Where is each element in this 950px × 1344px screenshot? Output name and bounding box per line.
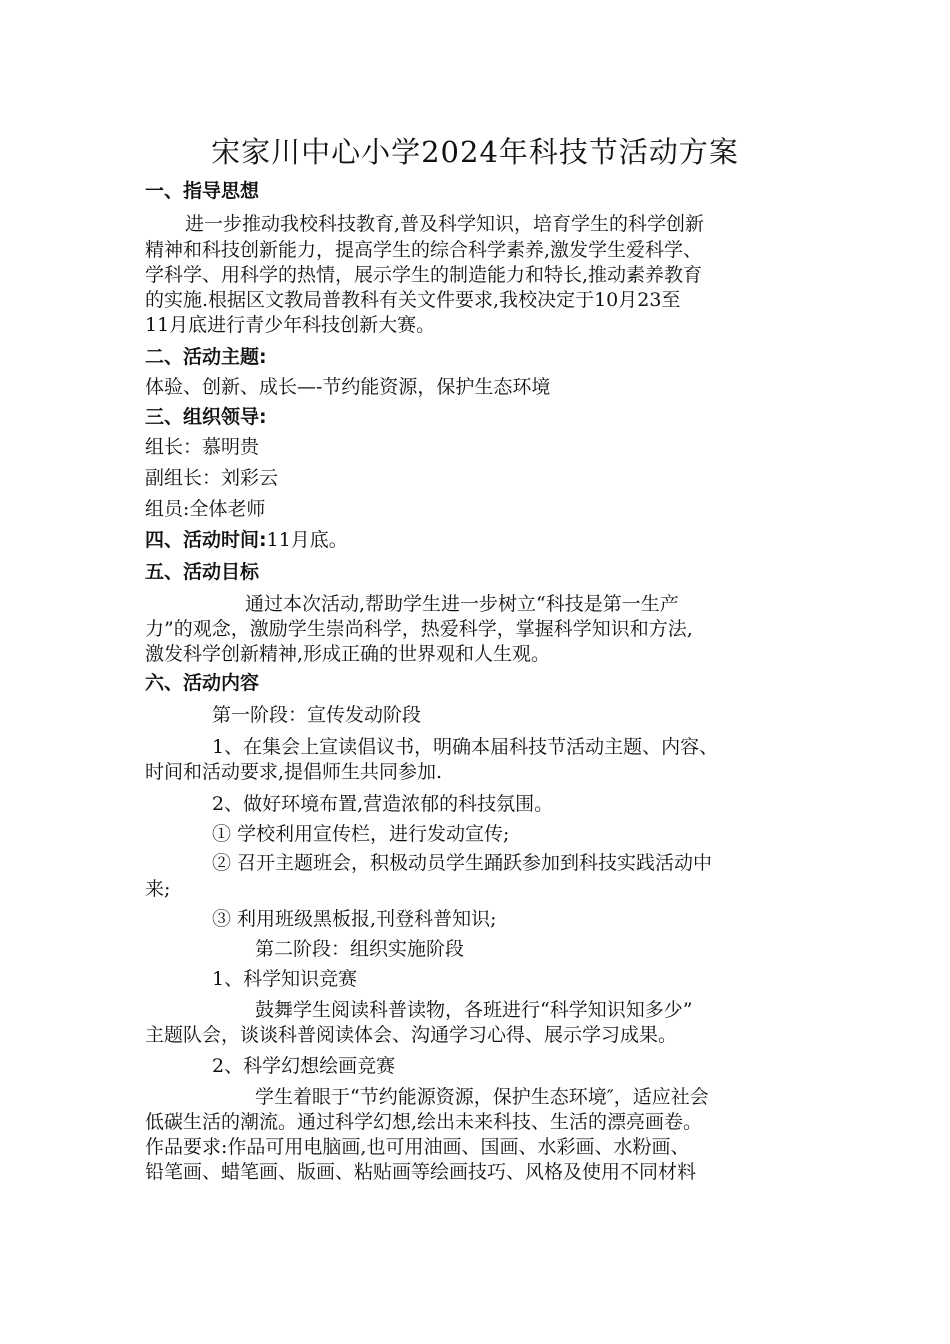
heading-activity-time: 四、活动时间: [145,529,267,551]
stage-one-heading: 第一阶段：宣传发动阶段 [212,704,422,726]
paragraph-line: 学科学、用科学的热情，展示学生的制造能力和特长,推动素养教育 [145,264,703,286]
paragraph-line: 鼓舞学生阅读科普读物，各班进行“科学知识知多少” [255,999,693,1021]
paragraph-line: 低碳生活的潮流。通过科学幻想,绘出未来科技、生活的漂亮画卷。 [145,1111,703,1133]
members-line: 组员:全体老师 [145,498,266,520]
subsection-heading: 1、科学知识竞赛 [212,968,358,990]
paragraph-line: 精神和科技创新能力，提高学生的综合科学素养,激发学生爱科学、 [145,239,703,261]
list-item: ③ 利用班级黑板报,刊登科普知识; [212,908,497,930]
paragraph-line: 11月底进行青少年科技创新大赛。 [145,314,436,336]
paragraph-line: 主题队会，谈谈科普阅读体会、沟通学习心得、展示学习成果。 [145,1024,678,1046]
heading-organization: 三、组织领导: [145,406,267,428]
paragraph-line: 激发科学创新精神,形成正确的世界观和人生观。 [145,643,551,665]
activity-time-value: 11月底。 [266,529,348,551]
paragraph-line: 作品要求:作品可用电脑画,也可用油画、国画、水彩画、水粉画、 [145,1136,690,1158]
paragraph-line: 进一步推动我校科技教育,普及科学知识，培育学生的科学创新 [185,213,705,235]
stage-two-heading: 第二阶段：组织实施阶段 [255,938,465,960]
deputy-leader-line: 副组长：刘彩云 [145,467,279,489]
document-title: 宋家川中心小学2024年科技节活动方案 [211,135,739,169]
theme-text: 体验、创新、成长—-节约能资源，保护生态环境 [145,376,551,398]
list-item: ② 召开主题班会，积极动员学生踊跃参加到科技实践活动中 [212,852,713,874]
paragraph-line: 时间和活动要求,提倡师生共同参加. [145,761,443,783]
subsection-heading: 2、科学幻想绘画竞赛 [212,1055,396,1077]
paragraph-line: 2、做好环境布置,营造浓郁的科技氛围。 [212,793,554,815]
heading-activity-content: 六、活动内容 [145,672,260,694]
paragraph-line: 铅笔画、蜡笔画、版画、粘贴画等绘画技巧、风格及使用不同材料 [145,1161,697,1183]
paragraph-line: 学生着眼于“节约能源资源，保护生态环境″，适应社会 [255,1086,709,1108]
list-item-continued: 来; [145,878,171,900]
paragraph-line: 力”的观念，激励学生崇尚科学，热爱科学，掌握科学知识和方法, [145,618,693,640]
heading-activity-goals: 五、活动目标 [145,561,260,583]
paragraph-line: 通过本次活动,帮助学生进一步树立“科技是第一生产 [245,593,679,615]
leader-line: 组长：慕明贵 [145,436,260,458]
heading-activity-theme: 二、活动主题: [145,346,267,368]
list-item: ① 学校利用宣传栏，进行发动宣传; [212,823,510,845]
paragraph-line: 的实施.根据区文教局普教科有关文件要求,我校决定于10月23至 [145,289,681,311]
activity-time-line [145,527,348,553]
heading-guiding-ideology: 一、指导思想 [145,180,260,202]
paragraph-line: 1、在集会上宣读倡议书，明确本届科技节活动主题、内容、 [212,736,719,758]
